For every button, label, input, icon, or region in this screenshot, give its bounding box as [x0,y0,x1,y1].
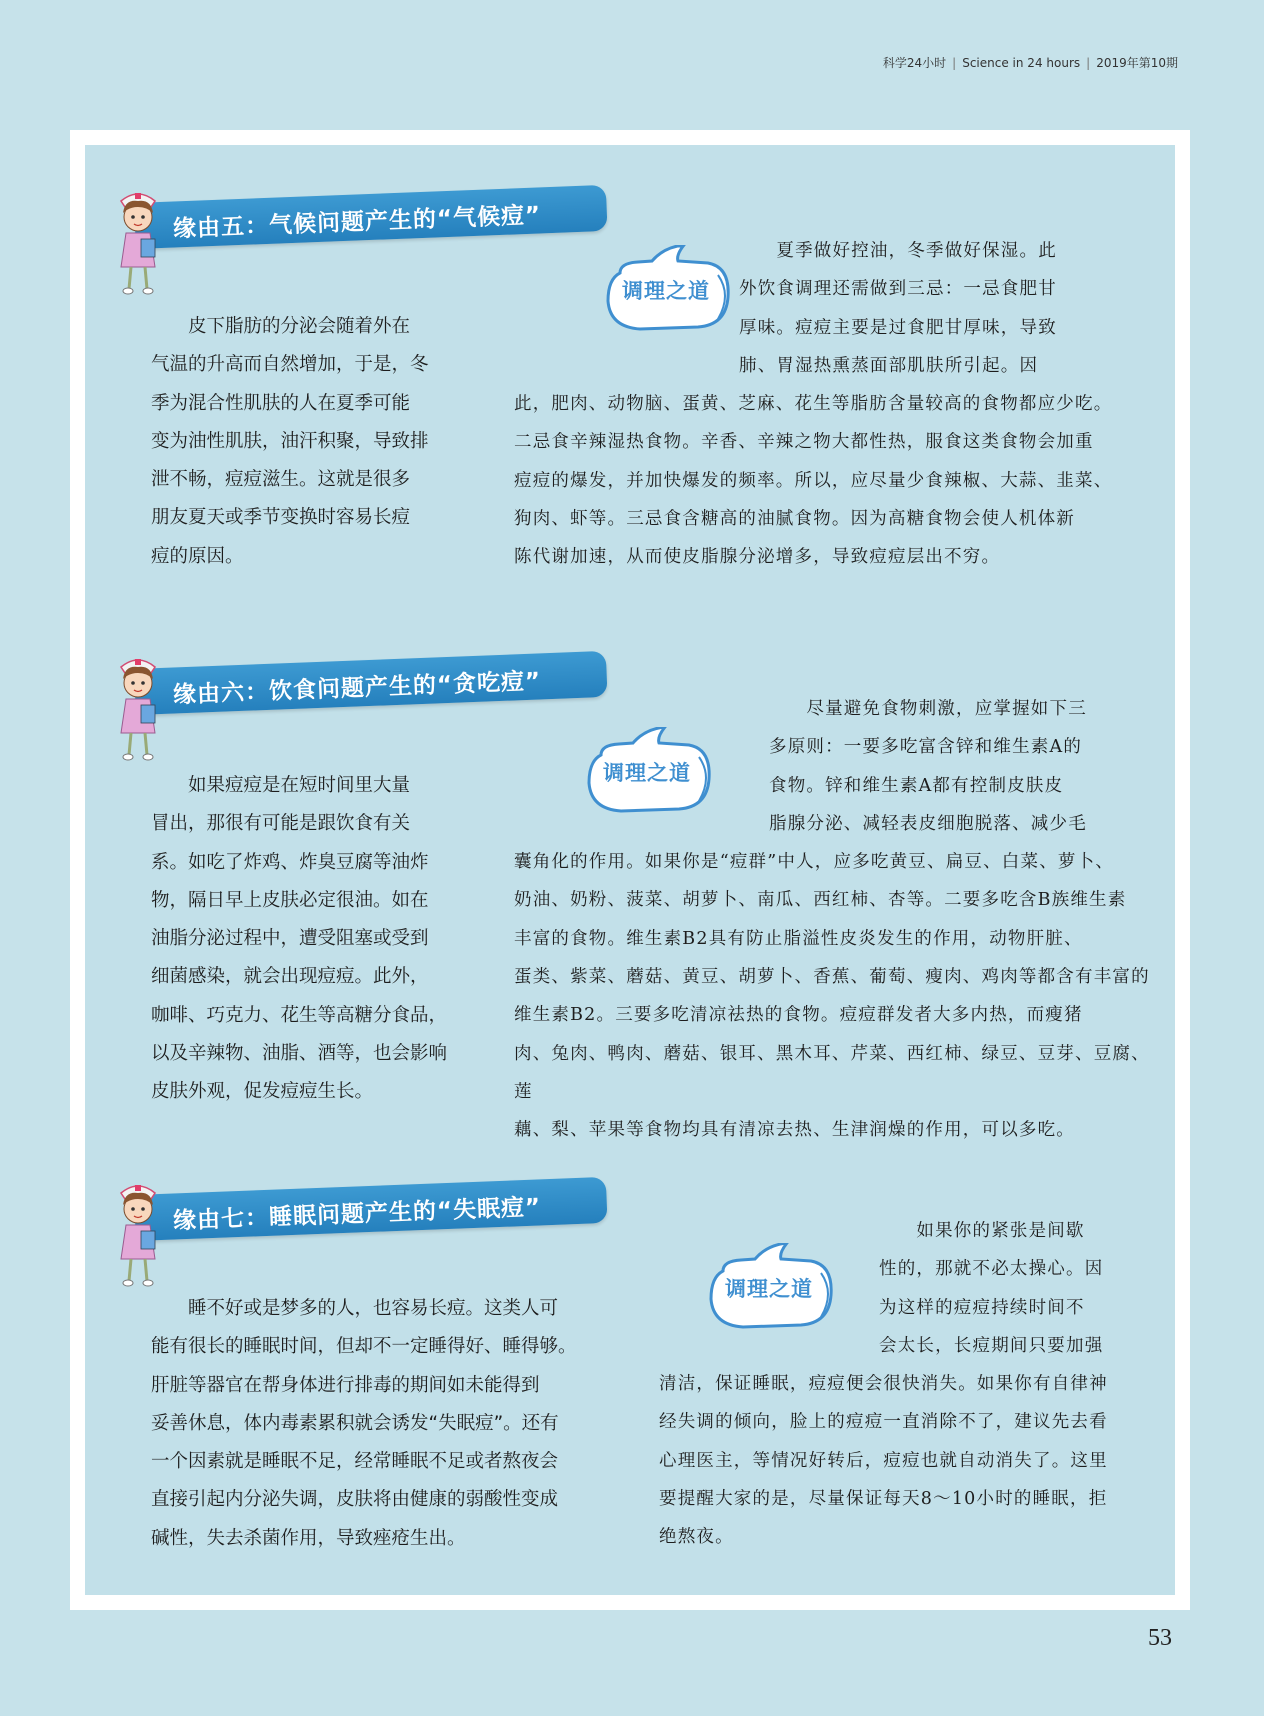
text-line: 系。如吃了炸鸡、炸臭豆腐等油炸 [151,851,429,873]
text-line: 泄不畅，痘痘滋生。这就是很多 [151,469,411,491]
section-diet [85,641,1205,1141]
text-line: 夏季做好控油，冬季做好保湿。此 [739,241,1057,261]
text-line: 朋友夏天或季节变换时容易长痘 [151,507,411,529]
text-line: 清洁，保证睡眠，痘痘便会很快消失。如果你有自律神 [659,1374,1108,1395]
text-line: 季为混合性肌肤的人在夏季可能 [151,392,411,414]
section-title: 缘由五：气候问题产生的“气候痘” [172,202,542,243]
nurse-mascot-icon [111,189,165,299]
text-line: 能有很长的睡眠时间，但却不一定睡得好、睡得够。 [151,1336,577,1358]
text-line: 如果痘痘是在短时间里大量 [151,775,411,796]
text-line: 维生素B2。三要多吃清凉祛热的食物。痘痘群发者大多内热，而瘦猪 [514,1005,1083,1026]
page-number: 53 [1148,1625,1172,1651]
nurse-mascot-icon [111,1181,165,1291]
section-title: 缘由七：睡眠问题产生的“失眠痘” [172,1194,542,1235]
cause-text [151,1290,621,1558]
text-line: 变为油性肌肤，油汗积聚，导致排 [151,430,429,452]
text-line: 外饮食调理还需做到三忌：一忌食肥甘 [739,279,1057,300]
text-line: 直接引起内分泌失调，皮肤将由健康的弱酸性变成 [151,1489,559,1511]
text-line: 气温的升高而自然增加，于是，冬 [151,354,429,376]
remedy-bubble-label: 调理之道 [622,279,710,303]
text-line: 尽量避免食物刺激，应掌握如下三 [769,699,1087,719]
text-line: 油脂分泌过程中，遭受阻塞或受到 [151,928,429,950]
nurse-mascot-icon [111,655,165,765]
magazine-name: 科学24小时 [882,56,947,70]
text-line: 以及辛辣物、油脂、酒等，也会影响 [151,1043,448,1065]
text-line: 冒出，那很有可能是跟饮食有关 [151,813,411,835]
text-line: 食物。锌和维生素A都有控制皮肤皮 [769,775,1064,796]
remedy-text [514,690,1164,1150]
cause-text [151,767,451,1112]
magazine-english-name: Science in 24 hours [962,56,1081,70]
text-line: 性的，那就不必太操心。因 [879,1259,1104,1280]
cause-text [151,308,451,576]
text-line: 痘痘的爆发，并加快爆发的频率。所以，应尽量少食辣椒、大蒜、韭菜、 [514,470,1113,491]
text-line: 二忌食辛辣湿热食物。辛香、辛辣之物大都性热，服食这类食物会加重 [514,432,1094,453]
section-climate [85,175,1205,595]
section-banner [134,1177,607,1241]
text-line: 肺、胃湿热熏蒸面部肌肤所引起。因 [739,355,1039,376]
text-line: 物，隔日早上皮肤必定很油。如在 [151,889,429,911]
text-line: 多原则：一要多吃富含锌和维生素A的 [769,737,1083,758]
text-line: 皮下脂肪的分泌会随着外在 [151,316,411,337]
text-line: 皮肤外观，促发痘痘生长。 [151,1081,374,1103]
remedy-text [659,1212,1164,1557]
text-line: 藕、梨、苹果等食物均具有清凉去热、生津润燥的作用，可以多吃。 [514,1120,1075,1141]
text-line: 丰富的食物。维生素B2具有防止脂溢性皮炎发生的作用，动物肝脏、 [514,928,1083,949]
text-line: 囊角化的作用。如果你是“痘群”中人，应多吃黄豆、扁豆、白菜、萝卜、 [514,852,1114,873]
text-line: 奶油、奶粉、菠菜、胡萝卜、南瓜、西红柿、杏等。二要多吃含B族维生素 [514,890,1127,911]
text-line: 肉、兔肉、鸭肉、蘑菇、银耳、黑木耳、芹菜、西红柿、绿豆、豆芽、豆腐、莲 [514,1043,1150,1102]
text-line: 碱性，失去杀菌作用，导致痤疮生出。 [151,1527,466,1549]
text-line: 睡不好或是梦多的人，也容易长痘。这类人可 [151,1298,559,1319]
text-line: 一个因素就是睡眠不足，经常睡眠不足或者熬夜会 [151,1451,559,1473]
issue-label: 2019年第10期 [1096,56,1178,70]
text-line: 为这样的痘痘持续时间不 [879,1297,1085,1318]
page-header: 科学24小时 | Science in 24 hours | 2019年第10期 [882,56,1178,70]
text-line: 经失调的倾向，脸上的痘痘一直消除不了，建议先去看 [659,1412,1108,1433]
text-line: 要提醒大家的是，尽量保证每天8～10小时的睡眠，拒 [659,1489,1108,1510]
remedy-bubble-label: 调理之道 [603,761,691,785]
section-sleep [85,1167,1205,1587]
text-line: 此，肥肉、动物脑、蛋黄、芝麻、花生等脂肪含量较高的食物都应少吃。 [514,394,1113,415]
text-line: 咖啡、巧克力、花生等高糖分食品， [151,1004,448,1026]
text-line: 陈代谢加速，从而使皮脂腺分泌增多，导致痘痘层出不穷。 [514,547,1001,568]
text-line: 绝熬夜。 [659,1527,734,1548]
text-line: 痘的原因。 [151,545,244,567]
text-line: 肝脏等器官在帮身体进行排毒的期间如未能得到 [151,1374,540,1396]
text-line: 妥善休息，体内毒素累积就会诱发“失眠痘”。还有 [151,1412,559,1434]
text-line: 心理医主，等情况好转后，痘痘也就自动消失了。这里 [659,1450,1108,1471]
text-line: 会太长，长痘期间只要加强 [879,1335,1104,1356]
section-title: 缘由六：饮食问题产生的“贪吃痘” [172,668,542,709]
content-frame [70,130,1190,1610]
text-line: 脂腺分泌、减轻表皮细胞脱落、减少毛 [769,813,1087,834]
text-line: 狗肉、虾等。三忌食含糖高的油腻食物。因为高糖食物会使人机体新 [514,509,1075,530]
remedy-text [514,232,1164,577]
text-line: 蛋类、紫菜、蘑菇、黄豆、胡萝卜、香蕉、葡萄、瘦肉、鸡肉等都含有丰富的 [514,967,1150,988]
text-line: 细菌感染，就会出现痘痘。此外， [151,966,429,988]
text-line: 如果你的紧张是间歇 [879,1221,1085,1241]
text-line: 厚味。痘痘主要是过食肥甘厚味，导致 [739,317,1057,338]
remedy-bubble-label: 调理之道 [725,1277,813,1301]
